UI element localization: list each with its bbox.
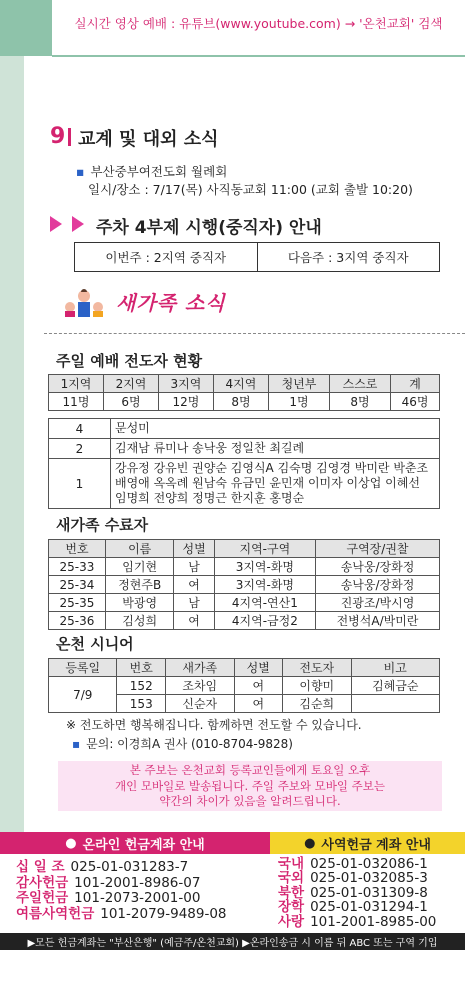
list-item: 장학 025-01-031294-1 — [278, 899, 428, 916]
online-accounts — [0, 854, 270, 933]
table-header: 새가족 — [166, 659, 234, 677]
parking-title: 주차 4부제 시행(중직자) 안내 — [96, 218, 322, 238]
mission-account-title: ● 사역헌금 계좌 안내 — [270, 832, 465, 854]
table-header: 스스로 — [329, 375, 390, 393]
accounts-footer: ▶모든 헌금계좌는 "부산은행" (예금주/온천교회) ▶온라인송금 시 이름 뒤 ABC 또는 구역 기입 — [0, 933, 465, 950]
table-header: 성별 — [174, 540, 214, 558]
table-cell: 46명 — [391, 393, 440, 411]
table-header: 청년부 — [268, 375, 329, 393]
parking-this-week: 이번주 : 2지역 중직자 — [75, 243, 258, 271]
senior-title: 온천 시니어 — [56, 635, 134, 653]
table-row — [49, 576, 440, 594]
table-cell: 여 — [234, 677, 283, 695]
table-header: 지역-구역 — [214, 540, 315, 558]
table-header: 1지역 — [49, 375, 104, 393]
online-account-title: ● 온라인 헌금계좌 안내 — [0, 832, 270, 854]
table-cell: 강유정 강유빈 권양순 김영식A 김숙명 김영경 박미란 박춘조 배영애 옥옥례 원남숙 유금민 윤민재 이미자 이상업 이혜선 임명희 전양희 정명근 한지훈 홍명순 — [111, 459, 440, 509]
evangelism-note: ※ 전도하면 행복해집니다. 함께하면 전도할 수 있습니다. — [66, 718, 362, 732]
table-cell: 신순자 — [166, 695, 234, 713]
table-row — [49, 558, 440, 576]
table-cell: 6명 — [103, 393, 158, 411]
triangle-arrow-icon — [72, 216, 84, 232]
table-cell: 2 — [49, 439, 111, 459]
table-cell: 여 — [234, 695, 283, 713]
list-item: 북한 025-01-031309-8 — [278, 884, 428, 901]
table-header: 3지역 — [158, 375, 213, 393]
table-header: 등록일 — [49, 659, 117, 677]
table-header: 전도자 — [283, 659, 351, 677]
table-cell: 8명 — [213, 393, 268, 411]
circle-icon: ● — [65, 835, 77, 851]
table-cell: 여 — [174, 576, 214, 594]
table-cell: 남 — [174, 558, 214, 576]
table-cell: 박광영 — [105, 594, 174, 612]
table-cell: 1명 — [268, 393, 329, 411]
table-cell: 송낙웅/장화정 — [316, 558, 440, 576]
event-item: ▪ 부산중부여전도회 월례회 — [76, 164, 228, 179]
table-cell: 이향미 — [283, 677, 351, 695]
live-stream-notice: 실시간 영상 예배 : 유튜브(www.youtube.com) → '온천교회' 검색 — [74, 16, 443, 31]
list-item: 국외 025-01-032085-3 — [278, 870, 428, 887]
table-header: 이름 — [105, 540, 174, 558]
table-cell: 전병석A/박미란 — [316, 612, 440, 630]
table-cell: 김혜금순 — [351, 677, 439, 695]
table-cell: 8명 — [329, 393, 390, 411]
table-cell: 정현주B — [105, 576, 174, 594]
table-cell: 4지역-연산1 — [214, 594, 315, 612]
family-icon — [62, 287, 106, 317]
section-number: 9 — [50, 124, 66, 149]
table-cell: 4 — [49, 419, 111, 439]
table-header: 4지역 — [213, 375, 268, 393]
table-cell: 11명 — [49, 393, 104, 411]
table-header-row — [49, 659, 440, 677]
top-left-block — [0, 0, 52, 56]
event-detail: 일시/장소 : 7/17(목) 사직동교회 11:00 (교회 출발 10:20) — [88, 182, 413, 197]
table-header: 비고 — [351, 659, 439, 677]
table-header: 계 — [391, 375, 440, 393]
table-cell: 조차임 — [166, 677, 234, 695]
table-cell: 김재남 류미나 송낙웅 정일찬 최길례 — [111, 439, 440, 459]
bullet-icon: ▪ — [72, 737, 81, 751]
table-cell: 3지역-화명 — [214, 576, 315, 594]
mission-accounts — [270, 854, 465, 933]
table-cell: 남 — [174, 594, 214, 612]
table-cell: 4지역-금정2 — [214, 612, 315, 630]
table-row — [49, 459, 440, 509]
graduates-title: 새가족 수료자 — [56, 516, 149, 534]
parking-schedule-box — [74, 242, 440, 272]
senior-table — [48, 658, 440, 713]
table-cell: 25-35 — [49, 594, 106, 612]
table-cell: 여 — [174, 612, 214, 630]
table-row — [49, 612, 440, 630]
table-cell: 7/9 — [49, 677, 117, 713]
mobile-bulletin-notice: 본 주보는 온천교회 등록교인들에게 토요일 오후 개인 모바일로 발송됩니다. 주일 주보와 모바일 주보는 약간의 차이가 있음을 알려드립니다. — [58, 761, 442, 811]
evangelist-title: 주일 예배 전도자 현황 — [56, 352, 203, 370]
table-header-row — [49, 375, 440, 393]
bullet-icon: ▪ — [76, 164, 85, 179]
table-header: 구역장/권찰 — [316, 540, 440, 558]
left-decorative-bar — [0, 0, 24, 832]
accounts-header — [0, 832, 465, 854]
table-cell: 문성미 — [111, 419, 440, 439]
list-item: 주일헌금 101-2073-2001-00 — [16, 890, 201, 906]
table-cell: 1 — [49, 459, 111, 509]
table-row — [49, 393, 440, 411]
evangelist-names-table — [48, 418, 440, 509]
table-row — [49, 419, 440, 439]
new-family-title: 새가족 소식 — [116, 291, 226, 315]
table-cell: 152 — [117, 677, 166, 695]
circle-icon: ● — [304, 835, 316, 851]
table-header: 번호 — [49, 540, 106, 558]
table-cell — [351, 695, 439, 713]
table-cell: 김성희 — [105, 612, 174, 630]
table-cell: 임기현 — [105, 558, 174, 576]
table-cell: 25-34 — [49, 576, 106, 594]
evangelist-summary-table — [48, 374, 440, 411]
table-cell: 김순희 — [283, 695, 351, 713]
list-item: 십 일 조 025-01-031283-7 — [16, 859, 189, 875]
graduates-table — [48, 539, 440, 630]
table-cell: 153 — [117, 695, 166, 713]
list-item: 국내 025-01-032086-1 — [278, 856, 428, 872]
table-cell: 진광조/박시영 — [316, 594, 440, 612]
parking-next-week: 다음주 : 3지역 중직자 — [287, 250, 409, 265]
table-cell: 25-33 — [49, 558, 106, 576]
table-header: 번호 — [117, 659, 166, 677]
table-row — [49, 677, 440, 695]
accounts-list — [0, 854, 465, 933]
table-row — [49, 594, 440, 612]
table-cell: 3지역-화명 — [214, 558, 315, 576]
table-header-row — [49, 540, 440, 558]
table-header: 성별 — [234, 659, 283, 677]
header-divider — [52, 55, 465, 57]
contact-info: ▪ 문의: 이경희A 권사 (010-8704-9828) — [72, 737, 293, 751]
table-cell: 송낙웅/장화정 — [316, 576, 440, 594]
section-divider-bar — [68, 128, 71, 146]
table-cell: 25-36 — [49, 612, 106, 630]
table-header: 2지역 — [103, 375, 158, 393]
list-item: 감사헌금 101-2001-8986-07 — [16, 874, 201, 891]
dashed-divider — [44, 333, 465, 334]
section-title: 교계 및 대외 소식 — [78, 129, 219, 150]
table-cell: 12명 — [158, 393, 213, 411]
table-row — [49, 439, 440, 459]
list-item: 사랑 101-2001-8985-00 — [278, 913, 437, 930]
list-item: 여름사역헌금 101-2079-9489-08 — [16, 905, 227, 922]
triangle-arrow-icon — [50, 216, 62, 232]
